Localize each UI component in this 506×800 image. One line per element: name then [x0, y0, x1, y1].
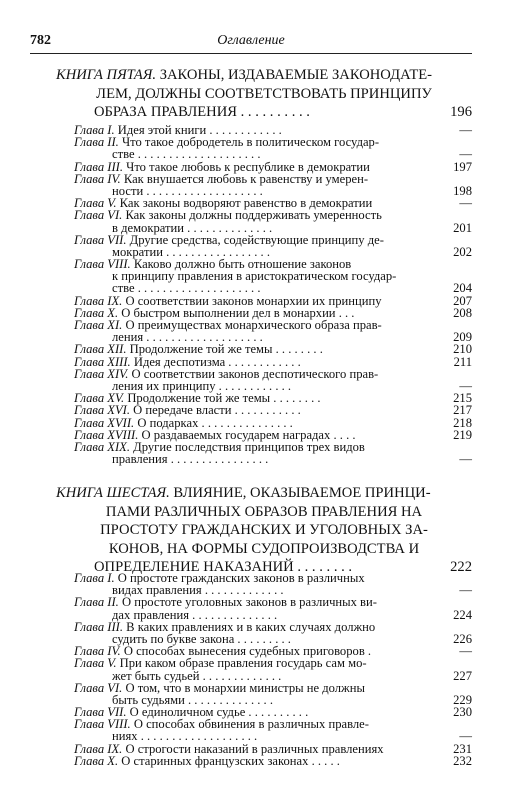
chapter-page-number: 218 [453, 415, 472, 430]
chapter-label: Глава II. [74, 135, 119, 150]
chapter-entry [74, 453, 472, 465]
chapter-page-number: 197 [453, 159, 472, 174]
chapter-title: При каком образе правления государь сам мо- [119, 656, 367, 671]
chapter-label: Глава VII. [74, 232, 127, 247]
chapter-title: О способах вынесения судебных приговоров . [123, 644, 372, 659]
book-title-text: ПРОСТОТУ ГРАЖДАНСКИХ И УГОЛОВНЫХ ЗА- [100, 522, 428, 538]
chapter-page-number: 224 [453, 607, 472, 622]
chapter-title: быть судьями . . . . . . . . . . . . . . [112, 692, 274, 707]
book-heading [56, 66, 472, 122]
book-label: КНИГА ШЕСТАЯ. [56, 485, 170, 501]
chapter-title: ления . . . . . . . . . . . . . . . . . . . [112, 330, 263, 345]
page-number: 782 [30, 33, 51, 48]
book-heading-line [56, 540, 472, 559]
chapter-label: Глава XVII. [74, 415, 135, 430]
chapter-title: О раздаваемых государем наградах . . . . [141, 427, 356, 442]
chapter-title: ности . . . . . . . . . . . . . . . . . . . [112, 183, 263, 198]
chapter-page-number: 207 [453, 293, 472, 308]
chapter-page-number: 204 [453, 281, 472, 296]
chapter-label: Глава X. [74, 305, 119, 320]
chapter-page-number: — [459, 147, 472, 162]
chapter-page-number: — [459, 196, 472, 211]
chapter-title: О соответствии законов монархии их принципу [125, 293, 382, 308]
book-title-text: ВЛИЯНИЕ, ОКАЗЫВАЕМОЕ ПРИНЦИ- [173, 485, 431, 501]
chapter-label: Глава IV. [74, 171, 121, 186]
chapter-page-number: 219 [453, 427, 472, 442]
chapter-page-number: 208 [453, 305, 472, 320]
book-heading [56, 484, 472, 577]
chapter-title: Как законы водворяют равенство в демократии [119, 196, 373, 211]
chapter-label: Глава I. [74, 571, 115, 585]
chapter-list [74, 572, 472, 767]
chapter-label: Глава XII. [74, 342, 127, 357]
chapter-title: О быстром выполнении дел в монархии . . . [121, 305, 355, 320]
chapter-title: судить по букве закона . . . . . . . . . [112, 631, 291, 646]
chapter-title: правления . . . . . . . . . . . . . . . . [112, 452, 269, 467]
chapter-page-number: 229 [453, 692, 472, 707]
chapter-label: Глава IX. [74, 293, 123, 308]
chapter-label: Глава XV. [74, 391, 125, 406]
chapter-title: О простоте гражданских законов в различных [117, 571, 365, 585]
book-title-text: ЛЕМ, ДОЛЖНЫ СООТВЕТСТВОВАТЬ ПРИНЦИПУ [96, 85, 432, 102]
chapter-title: в демократии . . . . . . . . . . . . . . [112, 220, 273, 235]
chapter-page-number: 202 [453, 244, 472, 259]
chapter-label: Глава III. [74, 619, 123, 634]
chapter-label: Глава II. [74, 595, 119, 610]
chapter-page-number: 217 [453, 403, 472, 418]
chapter-title: О преимуществах монархического образа прав- [125, 318, 382, 332]
book-heading-line [56, 521, 472, 540]
chapter-label: Глава V. [74, 196, 117, 211]
chapter-label: Глава XIX. [74, 439, 130, 454]
chapter-label: Глава V. [74, 656, 117, 671]
chapter-label: Глава I. [74, 123, 115, 137]
book-heading-line [56, 484, 472, 503]
chapter-label: Глава VII. [74, 705, 127, 720]
book-title-text: ОБРАЗА ПРАВЛЕНИЯ . . . . . . . . . . [94, 104, 310, 120]
chapter-title: О передаче власти . . . . . . . . . . . [133, 403, 301, 418]
chapter-title: ниях . . . . . . . . . . . . . . . . . . . [112, 729, 258, 744]
chapter-label: Глава X. [74, 753, 119, 768]
chapter-entry [74, 755, 472, 767]
chapter-label: Глава XIII. [74, 354, 131, 369]
chapter-title: Продолжение той же темы . . . . . . . . [127, 391, 321, 406]
book-heading-line [56, 66, 472, 85]
chapter-page-number: 198 [453, 183, 472, 198]
chapter-title: О том, что в монархии министры не должны [125, 680, 365, 695]
chapter-label: Глава XVI. [74, 403, 130, 418]
chapter-title: Другие средства, содействующие принципу де- [129, 232, 384, 247]
chapter-title: стве . . . . . . . . . . . . . . . . . . . . [112, 281, 261, 296]
chapter-title: О единоличном судье . . . . . . . . . . [129, 705, 309, 720]
chapter-title: Как законы должны поддерживать умеренность [125, 208, 382, 223]
chapter-page-number: 201 [453, 220, 472, 235]
chapter-label: Глава XVIII. [74, 427, 139, 442]
chapter-title: О соответствии законов деспотического прав- [131, 366, 379, 381]
chapter-title: О способах обвинения в различных правле- [133, 717, 369, 732]
chapter-label: Глава XI. [74, 318, 123, 332]
chapter-title: стве . . . . . . . . . . . . . . . . . . . . [112, 147, 261, 162]
chapter-title: Идея деспотизма . . . . . . . . . . . . [133, 354, 301, 369]
chapter-page-number: 211 [453, 354, 472, 369]
chapter-page-number: — [459, 452, 472, 467]
book-heading-line [56, 103, 472, 122]
chapter-page-number: 227 [453, 668, 472, 683]
running-title: Оглавление [217, 33, 285, 48]
chapter-page-number: — [459, 729, 472, 744]
chapter-title: к принципу правления в аристократическом государ- [112, 269, 397, 284]
chapter-title: Каково должно быть отношение законов [133, 257, 352, 272]
chapter-title: О строгости наказаний в различных правлениях [125, 741, 384, 756]
chapter-title: жет быть судьей . . . . . . . . . . . . . [112, 668, 282, 683]
chapter-label: Глава IV. [74, 644, 121, 659]
book-label: КНИГА ПЯТАЯ. [56, 67, 157, 83]
chapter-page-number: — [459, 123, 472, 137]
chapter-label: Глава VI. [74, 680, 123, 695]
book-title-text: ЗАКОНЫ, ИЗДАВАЕМЫЕ ЗАКОНОДАТЕ- [159, 67, 433, 83]
chapter-page-number: — [459, 644, 472, 659]
chapter-label: Глава III. [74, 159, 123, 174]
book-title-text: ПАМИ РАЗЛИЧНЫХ ОБРАЗОВ ПРАВЛЕНИЯ НА [105, 503, 423, 520]
chapter-title: дах правления . . . . . . . . . . . . . . [112, 607, 278, 622]
book-heading-line [56, 85, 472, 104]
chapter-title: Что такое любовь к республике в демократии [126, 159, 370, 174]
book-title-text: ОПРЕДЕЛЕНИЕ НАКАЗАНИЙ . . . . . . . . [94, 559, 353, 575]
chapter-title: мократии . . . . . . . . . . . . . . . . . [112, 244, 270, 259]
chapter-page-number: 226 [453, 631, 472, 646]
chapter-page-number: 209 [453, 330, 472, 345]
chapter-page-number: — [459, 583, 472, 598]
chapter-title: О простоте уголовных законов в различных ви- [121, 595, 377, 610]
chapter-page-number: 215 [453, 391, 472, 406]
chapter-list [74, 124, 472, 465]
chapter-page-number: — [459, 378, 472, 393]
chapter-label: Глава VIII. [74, 257, 131, 272]
chapter-page-number: 230 [453, 705, 472, 720]
chapter-label: Глава IX. [74, 741, 123, 756]
chapter-title: Что такое добродетель в политическом государ- [121, 135, 380, 150]
chapter-title: Другие последствия принципов трех видов [133, 439, 365, 454]
chapter-title: В каких правлениях и в каких случаях должно [126, 619, 376, 634]
chapter-page-number: 232 [453, 753, 472, 768]
chapter-title: О старинных французских законах . . . . . [121, 753, 340, 768]
chapter-label: Глава XIV. [74, 366, 129, 381]
chapter-title: видах правления . . . . . . . . . . . . . [112, 583, 284, 598]
chapter-title: Продолжение той же темы . . . . . . . . [129, 342, 323, 357]
book-heading-line [56, 503, 472, 522]
running-header [30, 31, 472, 54]
chapter-title: ления их принципу . . . . . . . . . . . . [112, 378, 292, 393]
chapter-label: Глава VI. [74, 208, 123, 223]
chapter-label: Глава VIII. [74, 717, 131, 732]
chapter-page-number: 231 [453, 741, 472, 756]
chapter-title: Идея этой книги . . . . . . . . . . . . [117, 123, 282, 137]
chapter-page-number: 210 [453, 342, 472, 357]
chapter-title: О подарках . . . . . . . . . . . . . . . [137, 415, 293, 430]
book-page-number: 196 [450, 104, 472, 120]
book-page-number: 222 [450, 559, 472, 575]
chapter-title: Как внушается любовь к равенству и умерен- [123, 171, 369, 186]
book-title-text: КОНОВ, НА ФОРМЫ СУДОПРОИЗВОДСТВА И [108, 540, 420, 557]
